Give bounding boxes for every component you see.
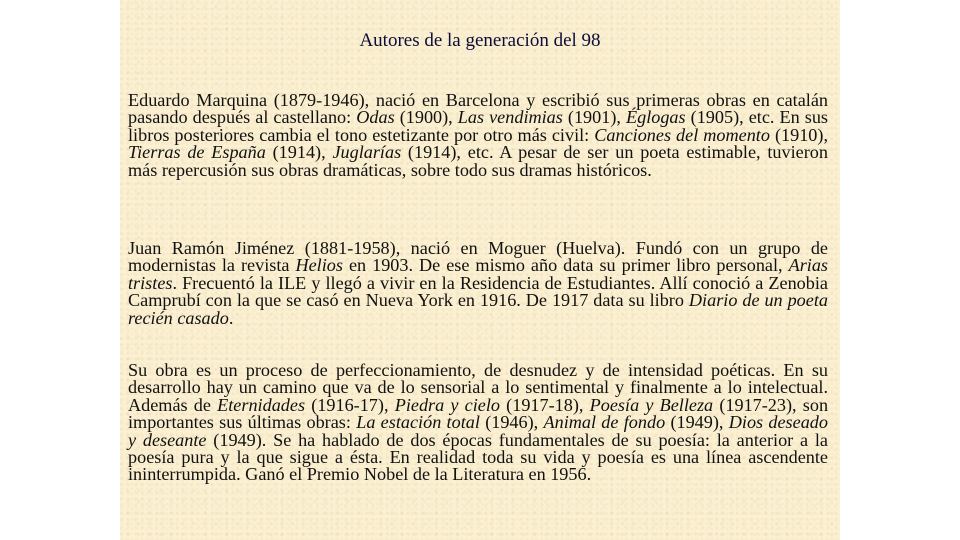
work-title: Églogas (625, 107, 686, 128)
text: (1949). Se ha hablado de dos épocas fundamentales de su poesía: la anterior a la poesía pura y la que sigue a ésta. En realidad toda su vida y poesía es una línea ascendente ininterrumpida. Ganó el Premio Nobel de la Literatura en 1956. (128, 429, 828, 485)
work-title: Diario de un poeta recién casado (128, 290, 828, 328)
text: en 1903. De ese mismo año data su primer libro personal, (342, 255, 789, 276)
text: (1914), (265, 142, 333, 163)
paragraph-jimenez-bio (128, 240, 828, 327)
text: (1917-18), (500, 394, 590, 415)
slide (120, 0, 840, 540)
paragraph-marquina (128, 92, 828, 179)
text: (1879-1946), nació en Barcelona y escribió sus primeras obras en catalán pasando después al castellano: (128, 90, 828, 128)
work-title: Helios (295, 255, 343, 276)
text: (1881-1958), nació en Moguer (Huelva). Fundó con un grupo de modernistas la revista (128, 238, 828, 276)
work-title: Eternidades (217, 394, 306, 415)
work-title: Juglarías (332, 142, 402, 163)
text: (1910), (769, 124, 828, 145)
work-title: Las vendimias (457, 107, 563, 128)
work-title: Poesía y Belleza (589, 394, 714, 415)
text: (1949), (665, 412, 729, 433)
work-title: La estación total (356, 412, 480, 433)
author-name-marquina: Eduardo Marquina (128, 90, 268, 110)
text: (1914), etc. A pesar de ser un poeta estimable, tuvieron más repercusión sus obras dramáticas, sobre todo sus dramas históricos. (128, 142, 828, 180)
text: Su obra es un proceso de perfeccionamiento, de desnudez y de intensidad poéticas. En su desarrollo hay un camino que va de lo sensorial a lo sentimental y finalmente a lo intelectual. Además de (128, 360, 828, 415)
work-title: Piedra y cielo (394, 394, 500, 415)
work-title: Canciones del momento (594, 124, 770, 145)
text: (1905), etc. En sus libros posteriores cambia el tono estetizante por otro más civil: (128, 107, 829, 145)
slide-title: Autores de la generación del 98 (359, 30, 601, 51)
work-title: Dios deseado y deseante (128, 412, 828, 450)
author-name-jimenez: Juan Ramón Jiménez (128, 238, 295, 258)
text: (1901), (562, 107, 626, 128)
paragraph-jimenez-obra (128, 362, 828, 484)
text: (1900), (394, 107, 458, 128)
work-title: Animal de fondo (543, 412, 666, 433)
text: (1916-17), (305, 394, 395, 415)
work-title: Tierras de España (128, 142, 266, 163)
text: . Frecuentó la ILE y llegó a vivir en la Residencia de Estudiantes. Allí conoció a Zenobia Camprubí con la que se casó en Nueva York en 1916. De 1917 data su libro (128, 272, 828, 311)
text: (1946), (479, 412, 544, 433)
work-title: Arias tristes (128, 255, 829, 293)
text: (1917-23), son importantes sus últimas obras: (128, 394, 829, 433)
text: . (228, 307, 234, 328)
work-title: Odas (356, 107, 395, 128)
